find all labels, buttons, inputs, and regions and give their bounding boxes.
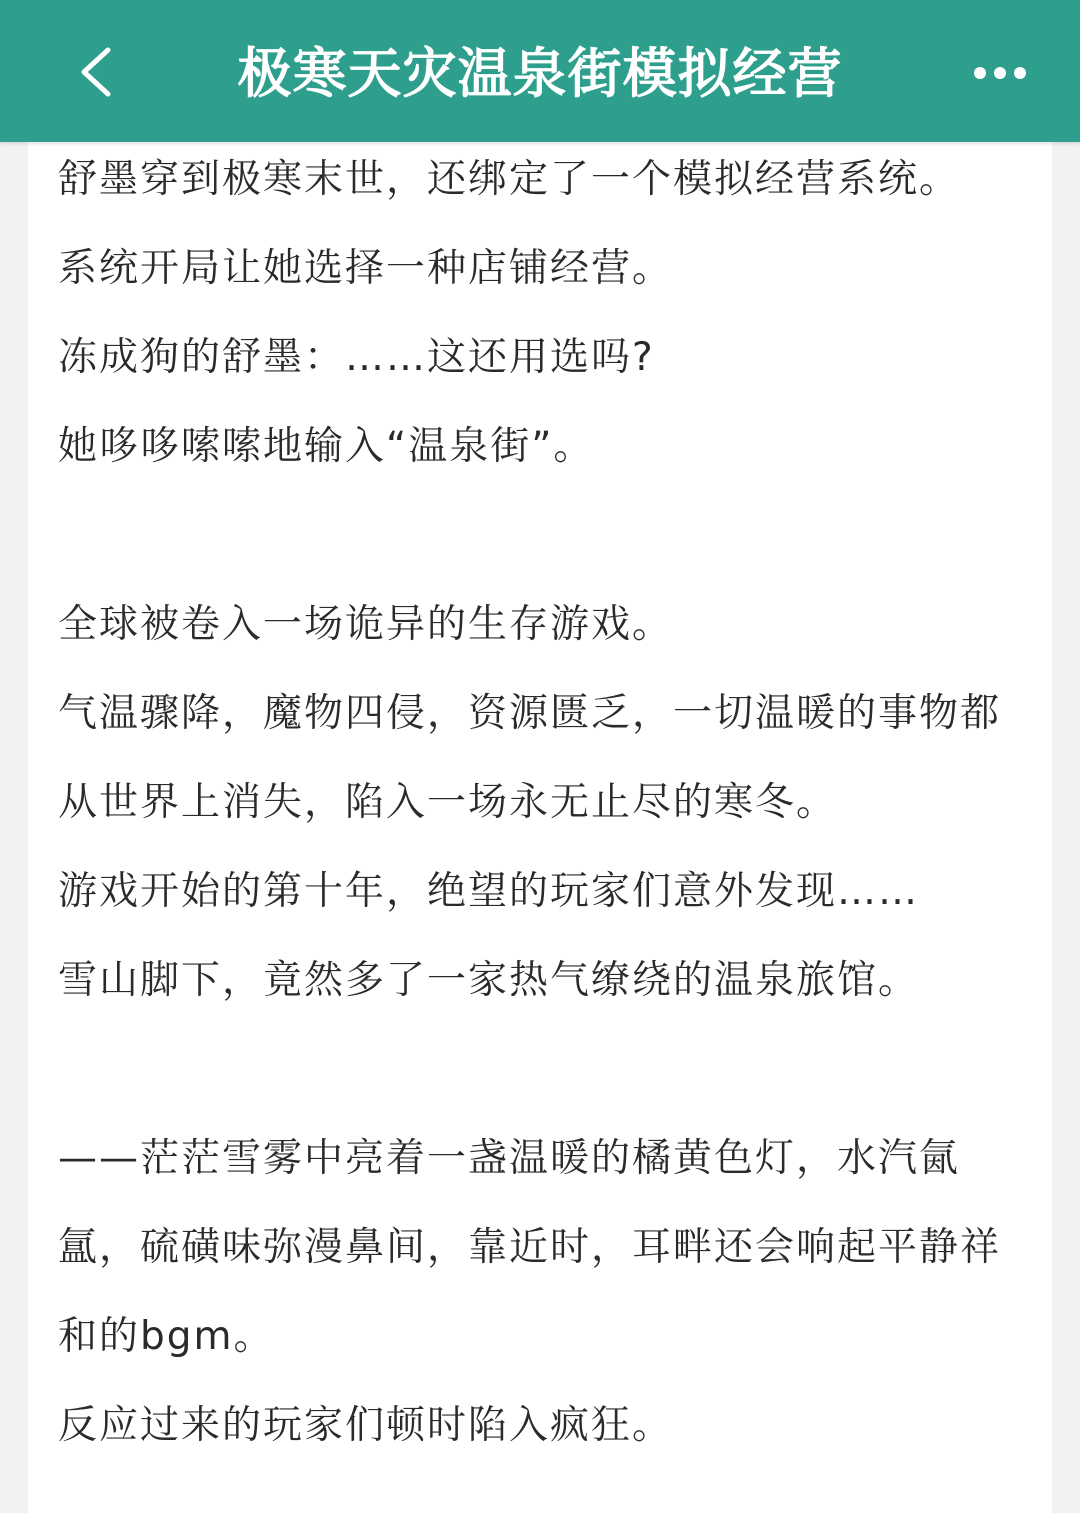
- paragraph: 冻成狗的舒墨：……这还用选吗?: [58, 335, 655, 380]
- more-horizontal-icon: [968, 46, 1032, 100]
- paragraph: ——茫茫雪雾中亮着一盏温暖的橘黄色灯，水汽氤氲，硫磺味弥漫鼻间，靠近时，耳畔还会响起平静祥和的bgm。: [58, 1136, 1002, 1359]
- chevron-left-icon: [62, 36, 132, 106]
- back-button[interactable]: [62, 36, 132, 106]
- paragraph: 她哆哆嗦嗦地输入“温泉街”。: [58, 424, 595, 469]
- paragraph: 雪山脚下，竟然多了一家热气缭绕的温泉旅馆。: [58, 958, 920, 1003]
- more-button[interactable]: [968, 46, 1032, 100]
- paragraph: 舒墨穿到极寒末世，还绑定了一个模拟经营系统。: [58, 157, 961, 202]
- paragraph: 气温骤降，魔物四侵，资源匮乏，一切温暖的事物都从世界上消失，陷入一场永无止尽的寒冬。: [58, 691, 1002, 825]
- page-title: 极寒天灾温泉街模拟经营: [237, 42, 843, 105]
- paragraph: 反应过来的玩家们顿时陷入疯狂。: [58, 1403, 674, 1448]
- paragraph: 全球被卷入一场诡异的生存游戏。: [58, 602, 674, 647]
- paragraph: 系统开局让她选择一种店铺经营。: [58, 246, 674, 291]
- paragraph: 游戏开始的第十年，绝望的玩家们意外发现……: [58, 869, 920, 914]
- article-content: [28, 142, 1052, 1513]
- top-bar: [0, 0, 1080, 142]
